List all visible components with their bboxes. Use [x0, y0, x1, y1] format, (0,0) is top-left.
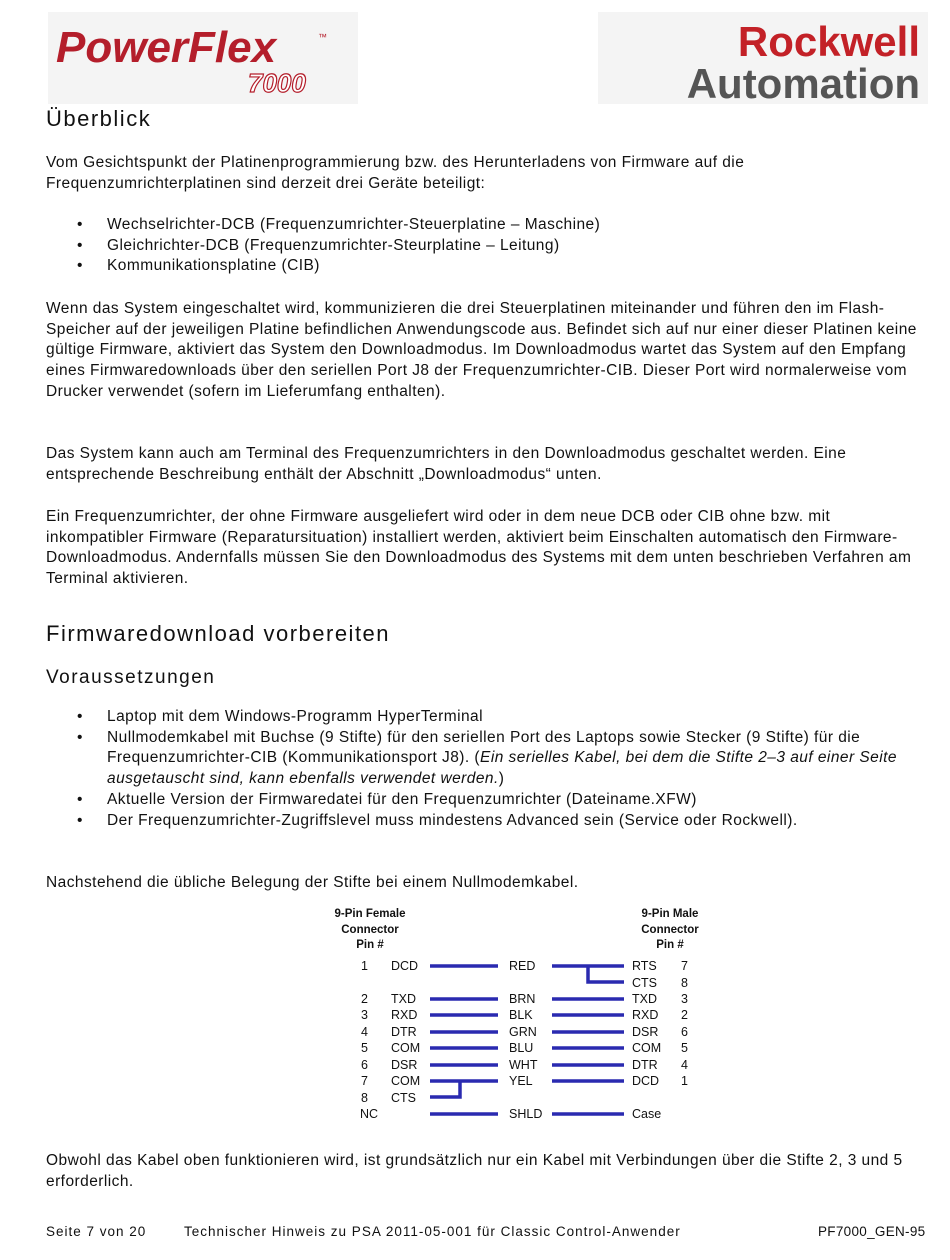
footer-document-code: PF7000_GEN-95 — [818, 1224, 926, 1239]
left-pin-signal: COM — [391, 1074, 421, 1088]
left-pin-number: 2 — [361, 992, 368, 1006]
powerflex-logo-name: PowerFlex — [56, 23, 277, 72]
footer-page-number: Seite 7 von 20 — [46, 1224, 147, 1239]
list-item: • Wechselrichter-DCB (Frequenzumrichter-Steuerplatine – Maschine) — [46, 215, 926, 236]
left-connector-header: Pin # — [356, 939, 384, 951]
right-pin-number: 5 — [681, 1041, 688, 1055]
list-item — [46, 728, 926, 790]
right-pin-signal: RXD — [632, 1008, 659, 1022]
jumper-rts-cts — [588, 966, 624, 982]
wire-color-label: BRN — [509, 992, 536, 1006]
left-pin-signal: CTS — [391, 1091, 416, 1105]
footer-document-title: Technischer Hinweis zu PSA 2011-05-001 für Classic Control-Anwender — [184, 1224, 681, 1239]
section-title-overview: Überblick — [46, 106, 152, 131]
overview-device-list — [46, 215, 926, 277]
right-connector-header: Pin # — [656, 939, 684, 951]
closing-paragraph: Obwohl das Kabel oben funktionieren wird, ist grundsätzlich nur ein Kabel mit Verbindungen über die Stifte 2, 3 und 5 erforderlich. — [46, 1152, 903, 1190]
left-pin-signal: DTR — [391, 1025, 417, 1039]
left-pin-number: 8 — [361, 1091, 368, 1105]
list-item: • Kommunikationsplatine (CIB) — [46, 256, 926, 277]
req-cable-close: ) — [498, 770, 505, 788]
right-pin-number: 6 — [681, 1025, 688, 1039]
wire-color-label: YEL — [509, 1074, 533, 1088]
left-pin-number: 5 — [361, 1041, 368, 1055]
right-pin-signal: DSR — [632, 1025, 659, 1039]
left-pin-number: 6 — [361, 1058, 368, 1072]
pin-assignment-intro: Nachstehend die übliche Belegung der Stifte bei einem Nullmodemkabel. — [46, 874, 579, 891]
wire-color-label: RED — [509, 959, 536, 973]
right-pin-number: 8 — [681, 976, 688, 990]
powerflex-logo-tm: ™ — [318, 32, 327, 42]
left-pin-signal: COM — [391, 1041, 421, 1055]
jumper-7-8 — [430, 1081, 460, 1097]
left-pin-number: 1 — [361, 959, 368, 973]
powerflex-logo-suffix: 7000 — [248, 68, 306, 98]
requirements-list — [46, 707, 926, 831]
null-modem-pinout-diagram — [330, 900, 710, 1128]
right-pin-signal: DTR — [632, 1058, 658, 1072]
left-pin-number: 3 — [361, 1008, 368, 1022]
list-item: • Der Frequenzumrichter-Zugriffslevel muss mindestens Advanced sein (Service oder Rockwell). — [46, 811, 926, 832]
right-pin-number: 2 — [681, 1008, 688, 1022]
powerflex-logo — [48, 12, 358, 104]
left-pin-number: NC — [360, 1107, 379, 1121]
left-pin-signal: RXD — [391, 1008, 418, 1022]
req-cable-text: Nullmodemkabel mit Buchse (9 Stifte) für den seriellen Port des Laptops sowie Stecker (9 Stifte) für die Frequenzumrichter-CIB (Kommunikationsport J8). ( — [107, 728, 861, 767]
right-pin-signal: DCD — [632, 1074, 660, 1088]
rockwell-automation-logo — [598, 12, 928, 104]
list-item: • Laptop mit dem Windows-Programm HyperTerminal — [46, 707, 926, 728]
wire-color-label: SHLD — [509, 1107, 543, 1121]
wire-color-label: BLU — [509, 1041, 534, 1055]
rockwell-logo-line1: Rockwell — [737, 18, 920, 65]
section-title-prepare: Firmwaredownload vorbereiten — [46, 621, 391, 646]
right-connector-header: Connector — [641, 924, 699, 936]
right-pin-signal: Case — [632, 1107, 662, 1121]
wire-color-label: GRN — [509, 1025, 537, 1039]
left-connector-header: Connector — [341, 924, 399, 936]
left-pin-signal: TXD — [391, 992, 416, 1006]
req-cable-italic-note: Ein serielles Kabel, bei dem die Stifte 2–3 auf einer Seite ausgetauscht sind, kann ebenfalls verwendet werden. — [107, 749, 897, 788]
wire-color-label: BLK — [509, 1008, 533, 1022]
list-item: • Aktuelle Version der Firmwaredatei für den Frequenzumrichter (Dateiname.XFW) — [46, 790, 926, 811]
right-pin-number: 3 — [681, 992, 688, 1006]
rockwell-logo-line2: Automation — [686, 60, 920, 104]
subsection-title-requirements: Voraussetzungen — [46, 667, 216, 688]
paragraph-terminal-download: Das System kann auch am Terminal des Frequenzumrichters in den Downloadmodus geschaltet werden. Eine entsprechende Beschreibung enthält der Abschnitt „Downloadmodus“ unten. — [46, 445, 847, 483]
list-item: • Gleichrichter-DCB (Frequenzumrichter-Steurplatine – Leitung) — [46, 236, 926, 257]
paragraph-auto-download: Ein Frequenzumrichter, der ohne Firmware ausgeliefert wird oder in dem neue DCB oder CIB ohne bzw. mit inkompatibler Firmware (Reparatursituation) installiert werden, aktiviert beim Einschalten automatisch den Firmware-Downloadmodus. Andernfalls müssen Sie den Downloadmodus des Systems mit dem unten beschrieben Verfahren am Terminal aktivieren. — [46, 508, 912, 588]
left-pin-signal: DSR — [391, 1058, 418, 1072]
right-pin-signal: COM — [632, 1041, 662, 1055]
wire-color-label: WHT — [509, 1058, 538, 1072]
right-connector-header: 9-Pin Male — [641, 908, 699, 920]
paragraph-system-startup: Wenn das System eingeschaltet wird, kommunizieren die drei Steuerplatinen miteinander und führen den im Flash-Speicher auf der jeweiligen Platine befindlichen Anwendungscode aus. Befindet sich auf nur einer dieser Platinen keine gültige Firmware, aktiviert das System den Downloadmodus. Im Downloadmodus wartet das System auf den Empfang eines Firmwaredownloads über den seriellen Port J8 der Frequenzumrichter-CIB. Dieser Port wird normalerweise vom Drucker verwendet (sofern im Lieferumfang enthalten). — [46, 300, 917, 400]
right-pin-number: 4 — [681, 1058, 688, 1072]
right-pin-signal: CTS — [632, 976, 657, 990]
right-pin-number: 1 — [681, 1074, 688, 1088]
overview-intro: Vom Gesichtspunkt der Platinenprogrammierung bzw. des Herunterladens von Firmware auf die Frequenzumrichterplatinen sind derzeit drei Geräte beteiligt: — [46, 154, 745, 192]
right-pin-number: 7 — [681, 959, 688, 973]
right-pin-signal: RTS — [632, 959, 657, 973]
left-pin-number: 7 — [361, 1074, 368, 1088]
left-pin-signal: DCD — [391, 959, 419, 973]
left-pin-number: 4 — [361, 1025, 368, 1039]
right-pin-signal: TXD — [632, 992, 657, 1006]
left-connector-header: 9-Pin Female — [334, 908, 406, 920]
